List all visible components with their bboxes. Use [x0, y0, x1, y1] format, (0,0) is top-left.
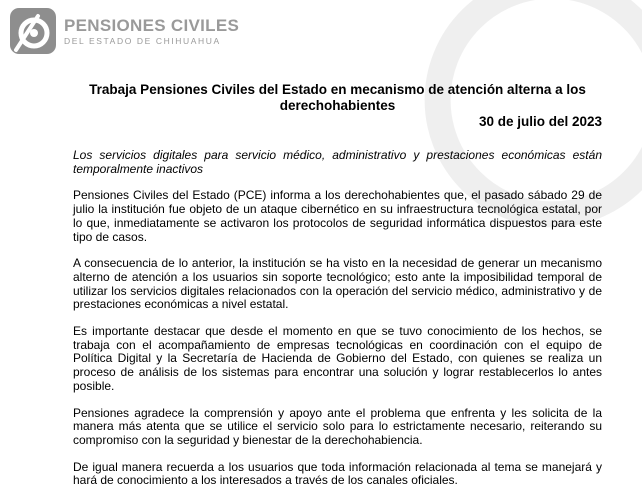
- document-subtitle: Los servicios digitales para servicio médico, administrativo y prestaciones económicas están temporalmente inactivos: [73, 148, 602, 176]
- press-release: [73, 82, 602, 488]
- logo-text: [64, 17, 239, 46]
- logo-title: PENSIONES CIVILES: [64, 15, 240, 35]
- pce-logo-icon: [8, 6, 58, 56]
- header: [8, 6, 239, 56]
- document-date: 30 de julio del 2023: [478, 114, 602, 129]
- document-title: Trabaja Pensiones Civiles del Estado en mecanismo de atención alterna a los derechohabientes: [89, 82, 586, 113]
- paragraph-1: Pensiones Civiles del Estado (PCE) informa a los derechohabientes que, el pasado sábado 29 de julio la institución fue objeto de un ataque cibernético en su infraestructura tecnológica estatal, por lo que, inmediatamente se activaron los protocolos de seguridad informática dispuestos para este tipo de casos.: [73, 188, 602, 244]
- paragraph-2: A consecuencia de lo anterior, la institución se ha visto en la necesidad de generar un mecanismo alterno de atención a los usuarios sin soporte tecnológico; esto ante la imposibilidad temporal de utilizar los servicios digitales relacionados con la operación del servicio médico, administrativo y de prestaciones económicas a nivel estatal.: [73, 256, 602, 312]
- logo-subtitle: DEL ESTADO DE CHIHUAHUA: [64, 35, 221, 46]
- paragraph-4: Pensiones agradece la comprensión y apoyo ante el problema que enfrenta y les solicita de la manera más atenta que se utilice el servicio solo para lo estrictamente necesario, reiterando su compromiso con la seguridad y bienestar de la derechohabiencia.: [73, 405, 602, 447]
- paragraph-5: De igual manera recuerda a los usuarios que toda información relacionada al tema se manejará y hará de conocimiento a los interesados a través de los canales oficiales.: [73, 459, 602, 488]
- paragraph-3: Es importante destacar que desde el momento en que se tuvo conocimiento de los hechos, se trabaja con el acompañamiento de empresas tecnológicas en coordinación con el equipo de Política Digital y la Secretaría de Hacienda de Gobierno del Estado, con quienes se realiza un proceso de análisis de los sistemas para encontrar una solución y lograr restablecerlos lo antes posible.: [73, 324, 602, 393]
